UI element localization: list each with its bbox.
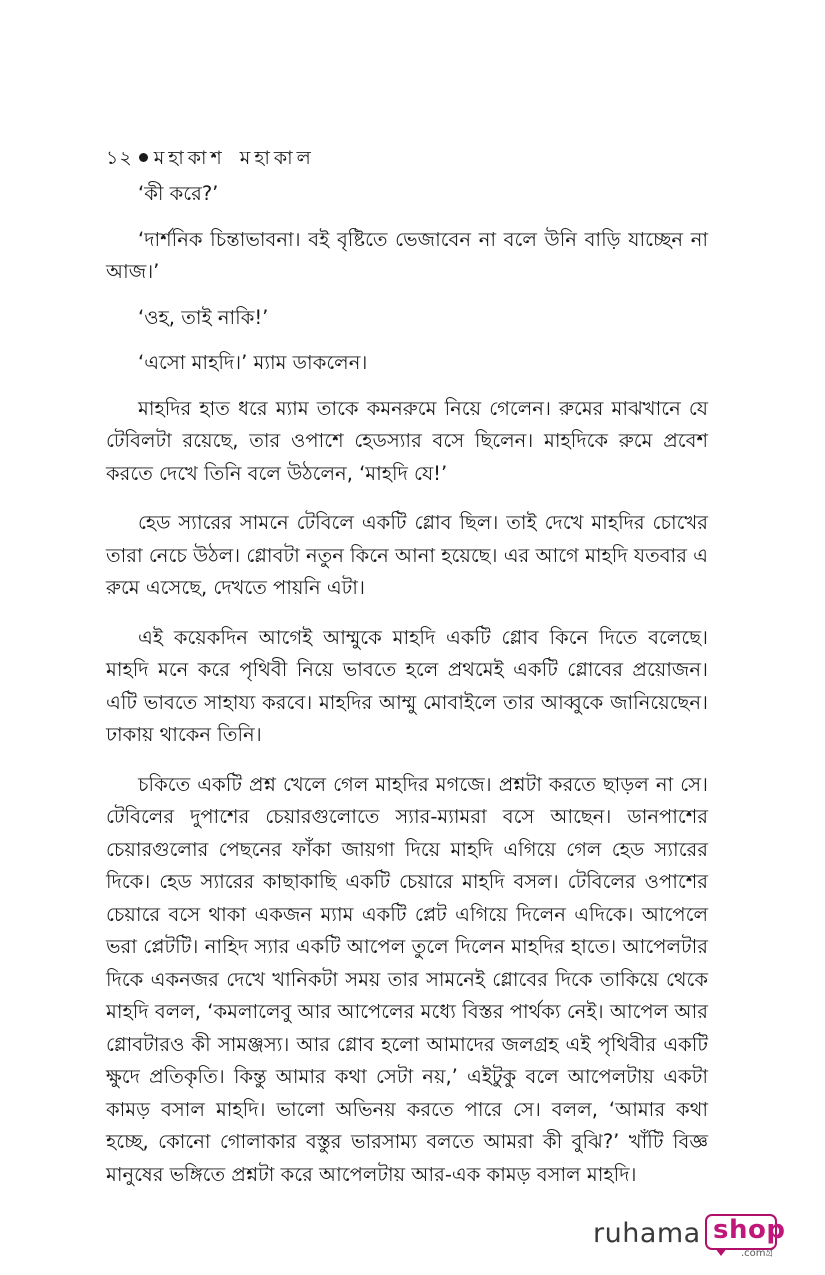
bullet-icon	[139, 153, 148, 162]
running-header	[106, 144, 315, 176]
body-text	[106, 178, 708, 1204]
speech-bubble-tail-icon	[715, 1248, 727, 1256]
logo-text-shop: shop	[713, 1215, 786, 1245]
ruhamashop-logo	[593, 1212, 786, 1259]
paragraph: মাহদির হাত ধরে ম্যাম তাকে কমনরুমে নিয়ে গেলেন। রুমের মাঝখানে যে টেবিলটা রয়েছে, তার ওপাশে হেডস্যার বসে ছিলেন। মাহদিকে রুমে প্রবেশ করতে দেখে তিনি বলে উঠলেন, ‘মাহদি যে!’	[106, 396, 708, 485]
book-title-part2: মহাকাল	[239, 147, 315, 169]
logo-shop-bubble	[705, 1214, 786, 1250]
book-title-part1: মহাকাশ	[153, 147, 226, 169]
paragraph: ‘এসো মাহদি।’ ম্যাম ডাকলেন।	[138, 351, 368, 374]
paragraph: ‘দার্শনিক চিন্তাভাবনা। বই বৃষ্টিতে ভেজাবেন না বলে উনি বাড়ি যাচ্ছেন না আজ।’	[106, 227, 708, 283]
logo-text-ruhama: ruhama	[593, 1218, 701, 1249]
logo-domain-suffix: .comগ্র	[741, 1248, 774, 1259]
paragraph: হেড স্যারের সামনে টেবিলে একটি গ্লোব ছিল। তাই দেখে মাহদির চোখের তারা নেচে উঠল। গ্লোবটা নতুন কিনে আনা হয়েছে। এর আগে মাহদি যতবার এ রুমে এসেছে, দেখতে পায়নি এটা।	[106, 511, 708, 599]
paragraph: এই কয়েকদিন আগেই আম্মুকে মাহদি একটি গ্লোব কিনে দিতে বলেছে। মাহদি মনে করে পৃথিবী নিয়ে ভাবতে হলে প্রথমেই একটি গ্লোবের প্রয়োজন। এটি ভাবতে সাহায্য করবে। মাহদির আম্মু মোবাইলে তার আব্বুকে জানিয়েছেন। ঢাকায় থাকেন তিনি।	[106, 625, 708, 746]
paragraph: চকিতে একটি প্রশ্ন খেলে গেল মাহদির মগজে। প্রশ্নটা করতে ছাড়ল না সে। টেবিলের দুপাশের চেয়ারগুলোতে স্যার-ম্যামরা বসে আছেন। ডানপাশের চেয়ারগুলোর পেছনের ফাঁকা জায়গা দিয়ে মাহদি এগিয়ে গেল হেড স্যারের দিকে। হেড স্যারের কাছাকাছি একটি চেয়ারে মাহদি বসল। টেবিলের ওপাশের চেয়ারে বসে থাকা একজন ম্যাম একটি প্লেট এগিয়ে দিলেন এদিকে। আপেলে ভরা প্লেটটি। নাহিদ স্যার একটি আপেল তুলে দিলেন মাহদির হাতে। আপেলটার দিকে একনজর দেখে খানিকটা সময় তার সামনেই গ্লোবের দিকে তাকিয়ে থেকে মাহদি বলল, ‘কমলালেবু আর আপেলের মধ্যে বিস্তর পার্থক্য নেই। আপেল আর গ্লোবটারও কী সামঞ্জস্য। আর গ্লোব হলো আমাদের জলগ্রহ এই পৃথিবীর একটি ক্ষুদে প্রতিকৃতি। কিন্তু আমার কথা সেটা নয়,’ এইটুকু বলে আপেলটায় একটা কামড় বসাল মাহদি। ভালো অভিনয় করতে পারে সে। বলল, ‘আমার কথা হচ্ছে, কোনো গোলাকার বস্তুর ভারসাম্য বলতে আমরা কী বুঝি?’ খাঁটি বিজ্ঞ মানুষের ভঙ্গিতে প্রশ্নটা করে আপেলটায় আর-এক কামড় বসাল মাহদি।	[106, 772, 708, 1186]
paragraph: ‘ওহ, তাই নাকি!’	[138, 305, 269, 329]
page-number: ১২	[106, 147, 133, 169]
paragraph: ‘কী করে?’	[138, 182, 219, 205]
